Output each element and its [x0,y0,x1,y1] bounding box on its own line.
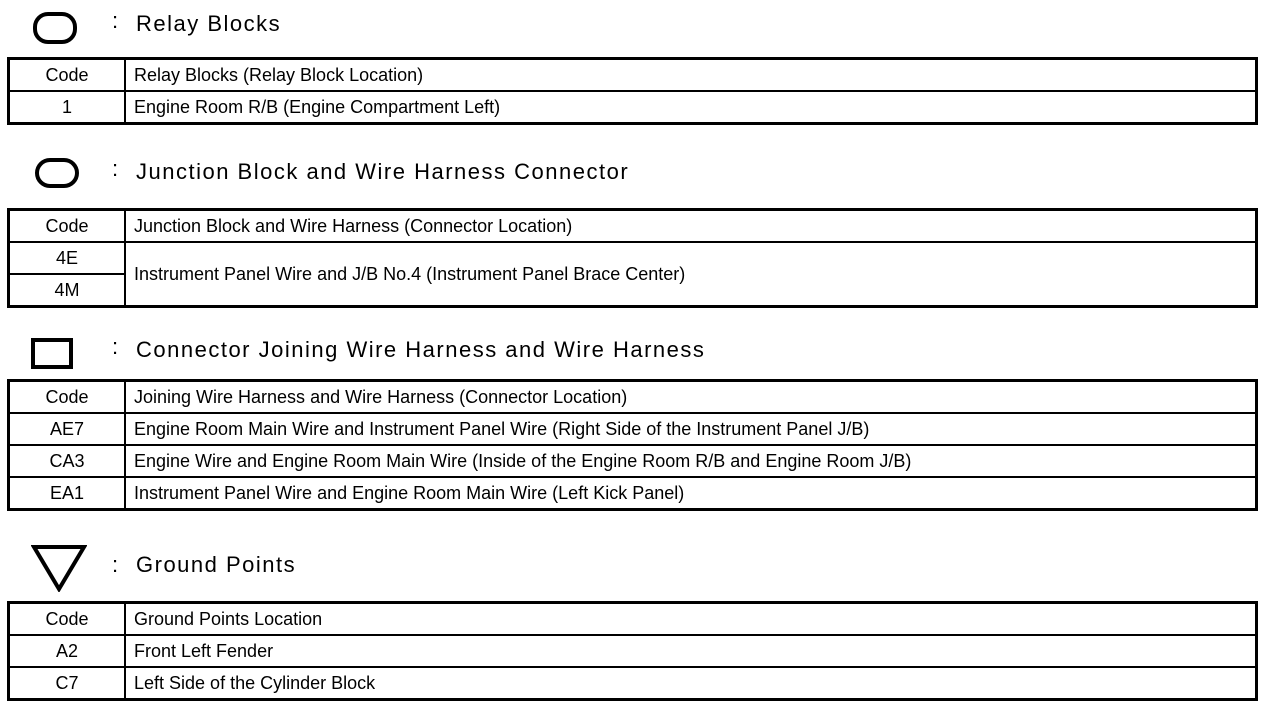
table-row [9,667,1257,700]
colon-separator: : [112,552,119,577]
section-relay-blocks-header [0,4,1280,44]
section-connector-joining-header [0,330,1280,370]
desc-cell: Engine Room Main Wire and Instrument Panel Wire (Right Side of the Instrument Panel J/B) [125,413,1257,445]
code-header: Code [9,381,126,414]
code-cell: 4M [9,274,126,307]
desc-cell: Engine Wire and Engine Room Main Wire (Inside of the Engine Room R/B and Engine Room J/B) [125,445,1257,477]
code-header: Code [9,59,126,92]
desc-cell: Engine Room R/B (Engine Compartment Left) [125,91,1257,124]
table-header-row [9,603,1257,636]
table-header-row [9,59,1257,92]
desc-header: Junction Block and Wire Harness (Connector Location) [125,210,1257,243]
code-header: Code [9,603,126,636]
section-title: Ground Points [136,552,297,577]
desc-header: Ground Points Location [125,603,1257,636]
code-cell: AE7 [9,413,126,445]
code-cell: 1 [9,91,126,124]
table-row [9,445,1257,477]
colon-separator: : [112,156,119,181]
table-row [9,635,1257,667]
relay-blocks-table [7,57,1258,125]
triangle-symbol-icon [31,544,87,592]
code-header: Code [9,210,126,243]
section-title: Relay Blocks [136,11,282,36]
rounded-rect-symbol-icon [33,12,77,44]
table-row [9,413,1257,445]
desc-header: Joining Wire Harness and Wire Harness (Connector Location) [125,381,1257,414]
code-cell: 4E [9,242,126,274]
junction-block-table [7,208,1258,308]
table-row [9,91,1257,124]
rounded-rect-symbol-icon [35,158,79,188]
rect-symbol-icon [31,338,73,369]
code-cell: C7 [9,667,126,700]
section-title: Connector Joining Wire Harness and Wire Harness [136,337,706,362]
colon-separator: : [112,8,119,33]
code-cell: CA3 [9,445,126,477]
desc-cell: Instrument Panel Wire and J/B No.4 (Instrument Panel Brace Center) [125,242,1257,307]
code-cell: A2 [9,635,126,667]
section-junction-block-header [0,152,1280,192]
table-header-row [9,381,1257,414]
section-ground-points-header [0,544,1280,584]
desc-cell: Left Side of the Cylinder Block [125,667,1257,700]
desc-header: Relay Blocks (Relay Block Location) [125,59,1257,92]
code-cell: EA1 [9,477,126,510]
colon-separator: : [112,334,119,359]
desc-cell: Front Left Fender [125,635,1257,667]
ground-points-table [7,601,1258,701]
table-row [9,477,1257,510]
connector-joining-table [7,379,1258,511]
desc-cell: Instrument Panel Wire and Engine Room Main Wire (Left Kick Panel) [125,477,1257,510]
section-title: Junction Block and Wire Harness Connector [136,159,630,184]
table-header-row [9,210,1257,243]
table-row [9,242,1257,274]
